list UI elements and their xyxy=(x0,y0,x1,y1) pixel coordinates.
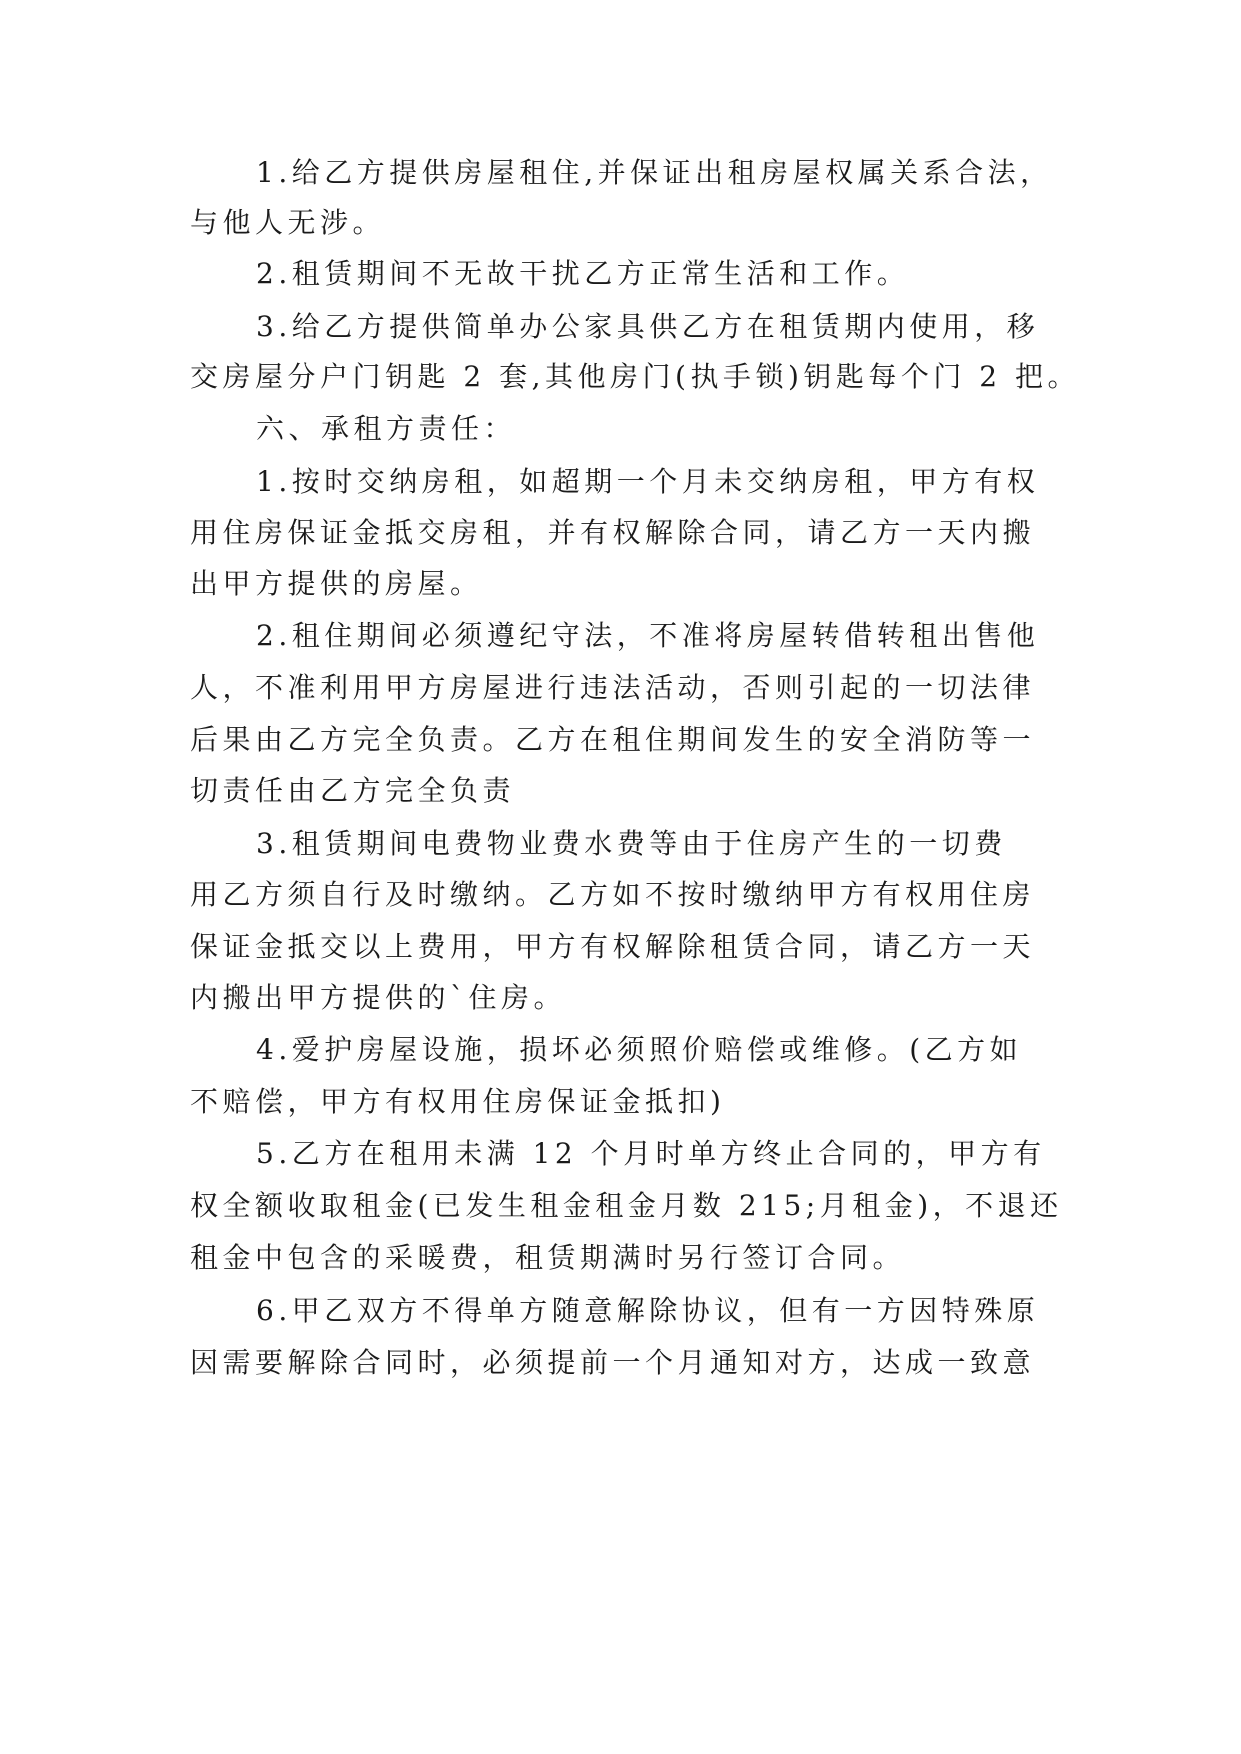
text-line: 因需要解除合同时，必须提前一个月通知对方，达成一致意 xyxy=(190,1346,1036,1379)
text-line: 人，不准利用甲方房屋进行违法活动，否则引起的一切法律 xyxy=(190,671,1036,704)
text-line: 1.按时交纳房租，如超期一个月未交纳房租，甲方有权 xyxy=(256,465,1040,498)
text-line: 4.爱护房屋设施，损坏必须照价赔偿或维修。(乙方如 xyxy=(256,1033,1023,1066)
text-line: 保证金抵交以上费用，甲方有权解除租赁合同，请乙方一天 xyxy=(190,930,1036,963)
text-line: 权全额收取租金(已发生租金租金月数 215;月租金)，不退还 xyxy=(190,1189,1063,1222)
text-line: 交房屋分户门钥匙 2 套,其他房门(执手锁)钥匙每个门 2 把。 xyxy=(190,360,1080,393)
section-heading: 六、承租方责任： xyxy=(256,412,517,445)
text-line: 租金中包含的采暖费，租赁期满时另行签订合同。 xyxy=(190,1241,906,1274)
text-line: 5.乙方在租用未满 12 个月时单方终止合同的，甲方有 xyxy=(256,1137,1046,1170)
text-line: 1.给乙方提供房屋租住,并保证出租房屋权属关系合法， xyxy=(256,156,1053,189)
text-line: 2.租赁期间不无故干扰乙方正常生活和工作。 xyxy=(256,257,910,290)
text-line: 用乙方须自行及时缴纳。乙方如不按时缴纳甲方有权用住房 xyxy=(190,878,1036,911)
text-line: 后果由乙方完全负责。乙方在租住期间发生的安全消防等一 xyxy=(190,723,1036,756)
text-line: 3.给乙方提供简单办公家具供乙方在租赁期内使用，移 xyxy=(256,310,1040,343)
text-line: 6.甲乙双方不得单方随意解除协议，但有一方因特殊原 xyxy=(256,1294,1040,1327)
text-line: 切责任由乙方完全负责 xyxy=(190,774,516,807)
text-line: 与他人无涉。 xyxy=(190,206,386,239)
text-line: 用住房保证金抵交房租，并有权解除合同，请乙方一天内搬 xyxy=(190,516,1036,549)
text-line: 2.租住期间必须遵纪守法，不准将房屋转借转租出售他 xyxy=(256,619,1040,652)
text-line: 3.租赁期间电费物业费水费等由于住房产生的一切费 xyxy=(256,827,1007,860)
text-line: 出甲方提供的房屋。 xyxy=(190,567,483,600)
text-line: 内搬出甲方提供的`住房。 xyxy=(190,981,567,1014)
text-line: 不赔偿，甲方有权用住房保证金抵扣) xyxy=(190,1085,726,1118)
